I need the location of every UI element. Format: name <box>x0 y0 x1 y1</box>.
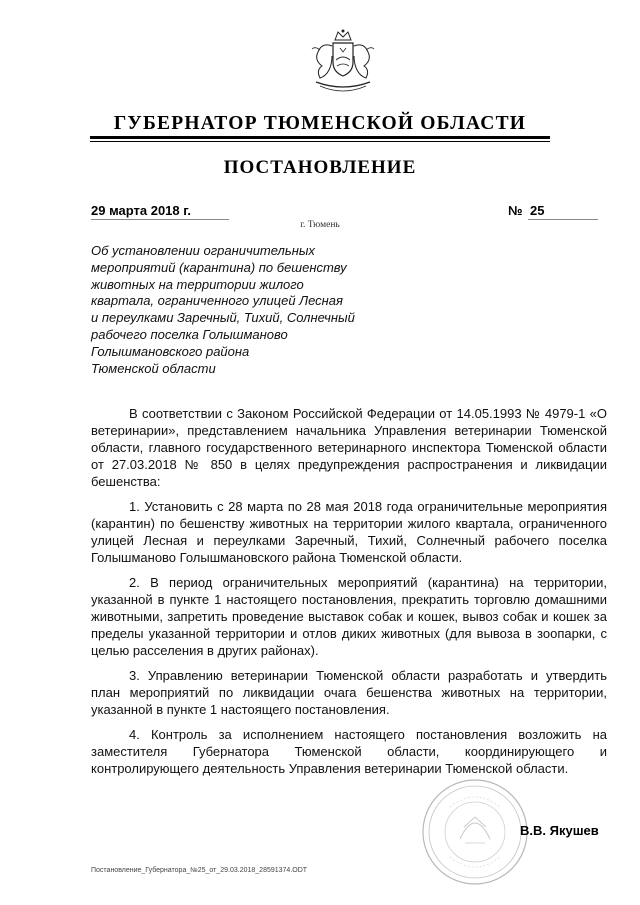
subject-line: мероприятий (карантина) по бешенству <box>91 259 347 275</box>
header-rule-thin <box>90 141 550 142</box>
governor-title: ГУБЕРНАТОР ТЮМЕНСКОЙ ОБЛАСТИ <box>113 113 527 134</box>
subject-line: Об установлении ограничительных <box>91 243 315 258</box>
clause-2-paragraph: 2. В период ограничительных мероприятий (карантина) на территории, указанной в пункте 1 настоящего постановления, прекратить торговлю домашними животными, запретить проведение выставок собак и кошек, вывоз собак и кошек за пределы указанной территории и отлов диких животных (для вывоза в зоопарки, с целью расселения в других районах). <box>91 575 607 658</box>
clause-4-paragraph: 4. Контроль за исполнением настоящего постановления возложить на заместителя Губернатора Тюменской области, координирующего и контролирующего деятельность Управления ветеринарии Тюменской области. <box>91 727 607 776</box>
document-type: ПОСТАНОВЛЕНИЕ <box>223 157 417 178</box>
document-date: 29 марта 2018 г. <box>91 203 191 218</box>
clause-3-paragraph: 3. Управлению ветеринарии Тюменской области разработать и утвердить план мероприятий по ликвидации очага бешенства животных на территории, указанной в пункте 1 настоящего постановления. <box>91 668 607 717</box>
footer-filename: Постановление_Губернатора_№25_от_29.03.2018_28591374.ODT <box>91 867 308 874</box>
subject-line: и переулками Заречный, Тихий, Солнечный <box>91 310 355 326</box>
clause-1-paragraph: 1. Установить с 28 марта по 28 мая 2018 года ограничительные мероприятия (карантин) по бешенству животных на территории жилого квартала, ограниченного улицей Лесная и переулками Заречный, Тихий, Солнечный рабочего поселка Голышманово Голышмановского района Тюменской области. <box>91 499 607 565</box>
document-city: г. Тюмень <box>300 220 340 230</box>
preamble-paragraph: В соответствии с Законом Российской Федерации от 14.05.1993 № 4979-1 «О ветеринарии», представлением начальника Управления ветеринарии Тюменской области, главного государственного ветеринарного инспектора Тюменской области от 27.03.2018 № 850 в целях предупреждения распространения и ликвидации бешенства: <box>91 406 607 489</box>
document-number: 25 <box>530 203 545 218</box>
document-body <box>91 405 607 785</box>
date-underline <box>91 219 229 220</box>
number-label: № <box>508 203 523 218</box>
number-underline <box>528 219 598 220</box>
official-seal-icon <box>420 777 530 887</box>
header-rule-thick <box>90 136 550 139</box>
coat-of-arms-icon <box>302 26 384 98</box>
subject-line: квартала, ограниченного улицей Лесная <box>91 293 343 309</box>
document-subject <box>91 243 391 377</box>
subject-line: животных на территории жилого <box>91 276 304 292</box>
subject-line: Голышмановского района <box>91 343 250 359</box>
subject-line: рабочего поселка Голышманово <box>91 326 288 342</box>
subject-line: Тюменской области <box>91 360 216 376</box>
signatory-name: В.В. Якушев <box>520 823 599 838</box>
